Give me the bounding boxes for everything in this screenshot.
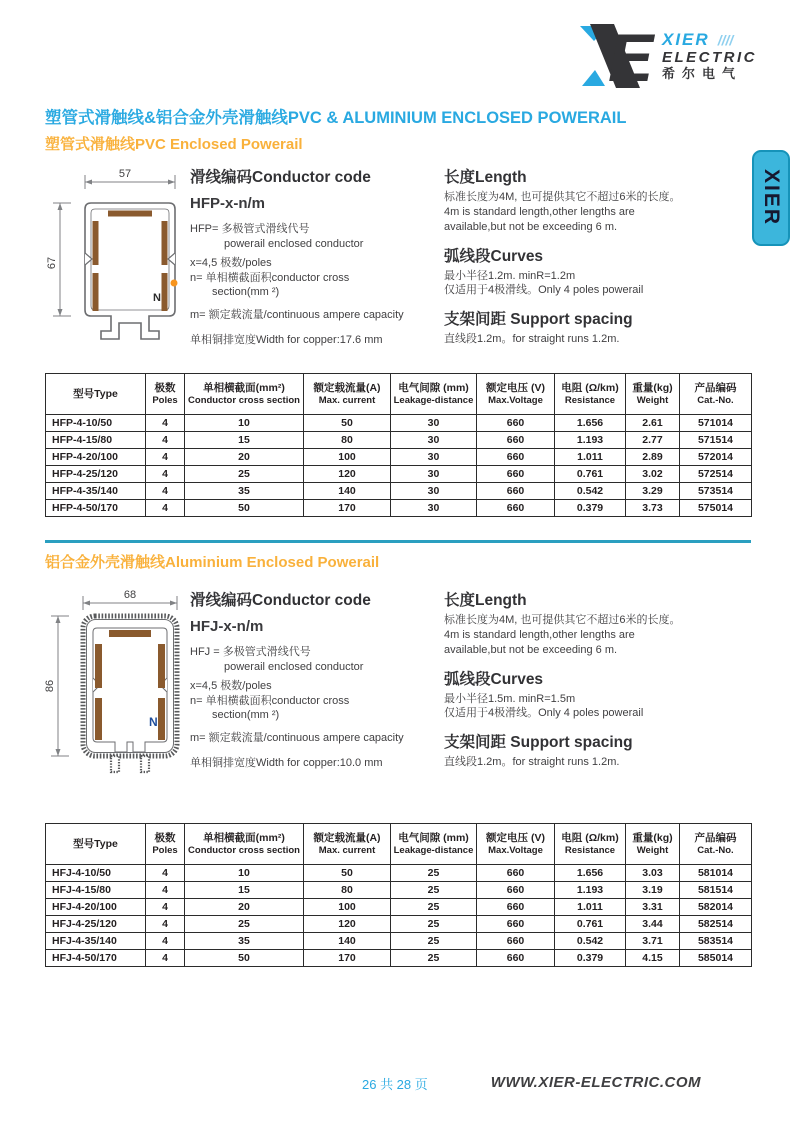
code-def-line: HFP= 多极管式滑线代号 <box>190 223 310 235</box>
table-cell: 0.379 <box>555 950 626 967</box>
support-spacing-heading: 支架间距 Support spacing <box>444 734 633 752</box>
copper-bar-left-upper <box>95 644 102 688</box>
table-cell: 660 <box>477 415 555 432</box>
table-cell: 35 <box>185 933 304 950</box>
table-row <box>46 432 752 449</box>
table-cell: 3.29 <box>626 483 680 500</box>
column-header: 额定载流量(A) Max. current <box>304 374 391 415</box>
table-cell: 1.011 <box>555 899 626 916</box>
table-cell: 0.542 <box>555 933 626 950</box>
support-spacing-line: 直线段1.2m。for straight runs 1.2m. <box>444 333 620 346</box>
orange-dot <box>171 280 178 287</box>
table-cell: 660 <box>477 916 555 933</box>
dim-height-label: 86 <box>45 679 56 693</box>
table-cell: 581014 <box>680 865 752 882</box>
logo-text-xier: XIER <box>662 29 710 49</box>
table-cell: 582014 <box>680 899 752 916</box>
copper-bar-right-lower <box>158 698 165 740</box>
table-cell: 50 <box>304 865 391 882</box>
logo-text-electric: ELECTRIC <box>662 48 757 66</box>
section1-subtitle: 塑管式滑触线PVC Enclosed Powerail <box>45 136 303 153</box>
table-cell: 3.19 <box>626 882 680 899</box>
copper-bar-left-lower <box>95 698 102 740</box>
table-row <box>46 415 752 432</box>
table-cell: 10 <box>185 415 304 432</box>
column-header: 极数 Poles <box>146 824 185 865</box>
table-cell: HFP-4-15/80 <box>46 432 146 449</box>
table-cell: 25 <box>391 916 477 933</box>
table-cell: 4 <box>146 432 185 449</box>
table-cell: 3.03 <box>626 865 680 882</box>
table-cell: 25 <box>391 865 477 882</box>
table-cell: 3.71 <box>626 933 680 950</box>
length-heading: 长度Length <box>444 169 527 186</box>
copper-bar-top <box>108 211 152 217</box>
table-cell: HFP-4-20/100 <box>46 449 146 466</box>
table-cell: 4 <box>146 865 185 882</box>
table-cell: 20 <box>185 899 304 916</box>
table-cell: 583514 <box>680 933 752 950</box>
table-cell: 25 <box>391 899 477 916</box>
table-cell: 4 <box>146 500 185 517</box>
table-cell: 0.379 <box>555 500 626 517</box>
table-cell: 3.02 <box>626 466 680 483</box>
table-cell: 660 <box>477 466 555 483</box>
table-cell: 1.656 <box>555 415 626 432</box>
conductor-code-heading: 滑线编码Conductor code <box>190 169 371 186</box>
section-aluminium <box>45 586 751 783</box>
table-cell: 660 <box>477 432 555 449</box>
spec-text-block <box>444 163 744 356</box>
conductor-code-block <box>190 586 438 783</box>
length-line: available,but not be exceeding 6 m. <box>444 220 618 233</box>
table-cell: 4.15 <box>626 950 680 967</box>
page-footer <box>0 1074 793 1094</box>
curves-line: 最小半径1.2m. minR=1.2m <box>444 269 576 282</box>
table-row <box>46 933 752 950</box>
table-cell: 170 <box>304 950 391 967</box>
spec-text-block <box>444 586 744 783</box>
table-cell: 30 <box>391 432 477 449</box>
table-cell: 140 <box>304 483 391 500</box>
dim-width-label: 68 <box>123 589 137 601</box>
column-header: 产品编码 Cat.-No. <box>680 374 752 415</box>
copper-bar-top <box>109 630 151 637</box>
table-cell: 4 <box>146 466 185 483</box>
table-cell: 660 <box>477 865 555 882</box>
length-heading: 长度Length <box>444 592 527 609</box>
code-def-line: x=4,5 极数/poles <box>190 679 272 692</box>
table-cell: 3.73 <box>626 500 680 517</box>
table-cell: 585014 <box>680 950 752 967</box>
table-cell: 0.761 <box>555 916 626 933</box>
table-cell: 50 <box>304 415 391 432</box>
column-header: 电气间隙 (mm) Leakage-distance <box>391 824 477 865</box>
code-def-line: powerail enclosed conductor <box>224 237 364 250</box>
table-cell: 0.542 <box>555 483 626 500</box>
table-cell: HFP-4-25/120 <box>46 466 146 483</box>
code-def-line: section(mm ²) <box>212 709 280 722</box>
table-cell: 4 <box>146 415 185 432</box>
page-number: 26 共 28 页 <box>362 1077 428 1092</box>
table-cell: HFJ-4-10/50 <box>46 865 146 882</box>
code-def-line: n= 单相横截面积conductor cross <box>190 271 350 284</box>
curves-line: 仅适用于4极滑线。Only 4 poles powerail <box>444 707 644 720</box>
curves-line: 最小半径1.5m. minR=1.5m <box>444 692 576 705</box>
table-cell: 25 <box>185 916 304 933</box>
table-cell: 100 <box>304 899 391 916</box>
curves-heading: 弧线段Curves <box>444 247 544 265</box>
section-pvc <box>45 163 751 356</box>
side-tab-label: XIER <box>760 169 783 227</box>
table-cell: 25 <box>185 466 304 483</box>
table-cell: 4 <box>146 882 185 899</box>
table-cell: HFP-4-10/50 <box>46 415 146 432</box>
aluminium-spec-table <box>45 823 752 967</box>
table-cell: HFJ-4-25/120 <box>46 916 146 933</box>
table-cell: 1.011 <box>555 449 626 466</box>
table-cell: 4 <box>146 899 185 916</box>
table-row <box>46 865 752 882</box>
copper-bar-right-upper <box>158 644 165 688</box>
table-cell: 572514 <box>680 466 752 483</box>
copper-bar-left-lower <box>93 273 99 311</box>
table-cell: 25 <box>391 882 477 899</box>
table-cell: 660 <box>477 449 555 466</box>
table-cell: 15 <box>185 882 304 899</box>
table-cell: 660 <box>477 882 555 899</box>
table-cell: 660 <box>477 483 555 500</box>
curves-heading: 弧线段Curves <box>444 670 544 688</box>
logo-text-chinese: 希尔电气 <box>662 66 743 82</box>
table-row <box>46 483 752 500</box>
table-cell: 10 <box>185 865 304 882</box>
table-cell: 0.761 <box>555 466 626 483</box>
website-url: WWW.XIER-ELECTRIC.COM <box>490 1074 701 1091</box>
conductor-code-block <box>190 163 438 356</box>
length-line: 标准长度为4M, 也可提供其它不超过6米的长度。 <box>444 191 681 203</box>
table-cell: 120 <box>304 466 391 483</box>
company-logo <box>578 24 757 88</box>
logo-mark-icon <box>578 24 656 88</box>
table-cell: 80 <box>304 432 391 449</box>
column-header: 产品编码 Cat.-No. <box>680 824 752 865</box>
length-line: 4m is standard length,other lengths are <box>444 205 635 218</box>
support-spacing-line: 直线段1.2m。for straight runs 1.2m. <box>444 756 620 769</box>
table-cell: 25 <box>391 933 477 950</box>
table-cell: 120 <box>304 916 391 933</box>
table-cell: HFP-4-50/170 <box>46 500 146 517</box>
conductor-code: HFP-x-n/m <box>190 195 265 212</box>
table-cell: 35 <box>185 483 304 500</box>
dim-height-label: 67 <box>46 256 58 270</box>
copper-bar-right-lower <box>162 273 168 311</box>
table-cell: 3.44 <box>626 916 680 933</box>
length-line: 标准长度为4M, 也可提供其它不超过6米的长度。 <box>444 614 681 626</box>
column-header: 额定电压 (V) Max.Voltage <box>477 824 555 865</box>
table-cell: 80 <box>304 882 391 899</box>
aluminium-profile-drawing <box>45 586 190 783</box>
table-header-row <box>46 824 752 865</box>
table-cell: 571514 <box>680 432 752 449</box>
page-title: 塑管式滑触线&铝合金外壳滑触线PVC & ALUMINIUM ENCLOSED POWERAIL <box>45 109 627 127</box>
table-cell: 30 <box>391 483 477 500</box>
table-cell: 30 <box>391 500 477 517</box>
column-header: 额定电压 (V) Max.Voltage <box>477 374 555 415</box>
code-def-line: section(mm ²) <box>212 286 280 299</box>
table-cell: 25 <box>391 950 477 967</box>
table-cell: 2.77 <box>626 432 680 449</box>
table-cell: 100 <box>304 449 391 466</box>
column-header: 电阻 (Ω/km) Resistance <box>555 824 626 865</box>
column-header: 型号Type <box>46 374 146 415</box>
length-line: available,but not be exceeding 6 m. <box>444 643 618 656</box>
dim-width-label: 57 <box>118 168 132 180</box>
table-cell: 20 <box>185 449 304 466</box>
table-cell: HFJ-4-50/170 <box>46 950 146 967</box>
table-cell: 1.193 <box>555 882 626 899</box>
table-cell: 660 <box>477 899 555 916</box>
table-row <box>46 916 752 933</box>
copper-width-line: 单相铜排宽度Width for copper:10.0 mm <box>190 757 383 770</box>
table-cell: HFJ-4-35/140 <box>46 933 146 950</box>
table-cell: 660 <box>477 950 555 967</box>
support-spacing-heading: 支架间距 Support spacing <box>444 311 633 329</box>
code-def-line: m= 额定载流量/continuous ampere capacity <box>190 732 404 745</box>
table-cell: 170 <box>304 500 391 517</box>
table-cell: 4 <box>146 933 185 950</box>
neutral-label: N <box>153 292 161 304</box>
column-header: 重量(kg) Weight <box>626 374 680 415</box>
svg-text:E: E <box>608 24 654 88</box>
section-divider <box>45 540 751 543</box>
column-header: 额定载流量(A) Max. current <box>304 824 391 865</box>
pvc-profile-drawing <box>45 163 190 356</box>
copper-bar-right-upper <box>162 221 168 265</box>
table-row <box>46 950 752 967</box>
copper-bar-left-upper <box>93 221 99 265</box>
copper-width-line: 单相铜排宽度Width for copper:17.6 mm <box>190 334 383 347</box>
pvc-spec-table <box>45 373 752 517</box>
table-cell: 3.31 <box>626 899 680 916</box>
column-header: 单相横截面(mm²) Conductor cross section <box>185 824 304 865</box>
column-header: 型号Type <box>46 824 146 865</box>
table-cell: 50 <box>185 500 304 517</box>
table-cell: 4 <box>146 916 185 933</box>
logo-slashes: //// <box>717 31 734 48</box>
table-cell: 4 <box>146 950 185 967</box>
table-row <box>46 500 752 517</box>
table-cell: 575014 <box>680 500 752 517</box>
table-cell: 571014 <box>680 415 752 432</box>
table-cell: 50 <box>185 950 304 967</box>
table-cell: 1.656 <box>555 865 626 882</box>
side-tab-xier <box>752 150 790 246</box>
table-cell: 30 <box>391 449 477 466</box>
table-cell: 660 <box>477 933 555 950</box>
column-header: 极数 Poles <box>146 374 185 415</box>
table-row <box>46 899 752 916</box>
column-header: 重量(kg) Weight <box>626 824 680 865</box>
table-cell: HFJ-4-15/80 <box>46 882 146 899</box>
column-header: 电气间隙 (mm) Leakage-distance <box>391 374 477 415</box>
table-cell: 4 <box>146 449 185 466</box>
table-row <box>46 466 752 483</box>
table-cell: 4 <box>146 483 185 500</box>
conductor-code: HFJ-x-n/m <box>190 618 264 635</box>
table-row <box>46 449 752 466</box>
table-cell: 140 <box>304 933 391 950</box>
table-cell: 1.193 <box>555 432 626 449</box>
table-cell: 660 <box>477 500 555 517</box>
table-cell: 582514 <box>680 916 752 933</box>
code-def-line: x=4,5 极数/poles <box>190 256 272 269</box>
table-cell: 30 <box>391 415 477 432</box>
column-header: 单相横截面(mm²) Conductor cross section <box>185 374 304 415</box>
table-cell: 2.61 <box>626 415 680 432</box>
table-cell: HFP-4-35/140 <box>46 483 146 500</box>
table-cell: HFJ-4-20/100 <box>46 899 146 916</box>
code-def-line: m= 额定载流量/continuous ampere capacity <box>190 309 404 322</box>
table-cell: 581514 <box>680 882 752 899</box>
neutral-label: N <box>149 715 158 729</box>
length-line: 4m is standard length,other lengths are <box>444 628 635 641</box>
table-row <box>46 882 752 899</box>
table-cell: 2.89 <box>626 449 680 466</box>
code-def-line: powerail enclosed conductor <box>224 660 364 673</box>
table-cell: 15 <box>185 432 304 449</box>
table-cell: 572014 <box>680 449 752 466</box>
section2-subtitle: 铝合金外壳滑触线Aluminium Enclosed Powerail <box>45 554 380 571</box>
conductor-code-heading: 滑线编码Conductor code <box>190 592 371 609</box>
table-header-row <box>46 374 752 415</box>
table-cell: 30 <box>391 466 477 483</box>
table-cell: 573514 <box>680 483 752 500</box>
column-header: 电阻 (Ω/km) Resistance <box>555 374 626 415</box>
code-def-line: HFJ = 多极管式滑线代号 <box>190 646 311 658</box>
code-def-line: n= 单相横截面积conductor cross <box>190 694 350 707</box>
curves-line: 仅适用于4极滑线。Only 4 poles powerail <box>444 284 644 297</box>
